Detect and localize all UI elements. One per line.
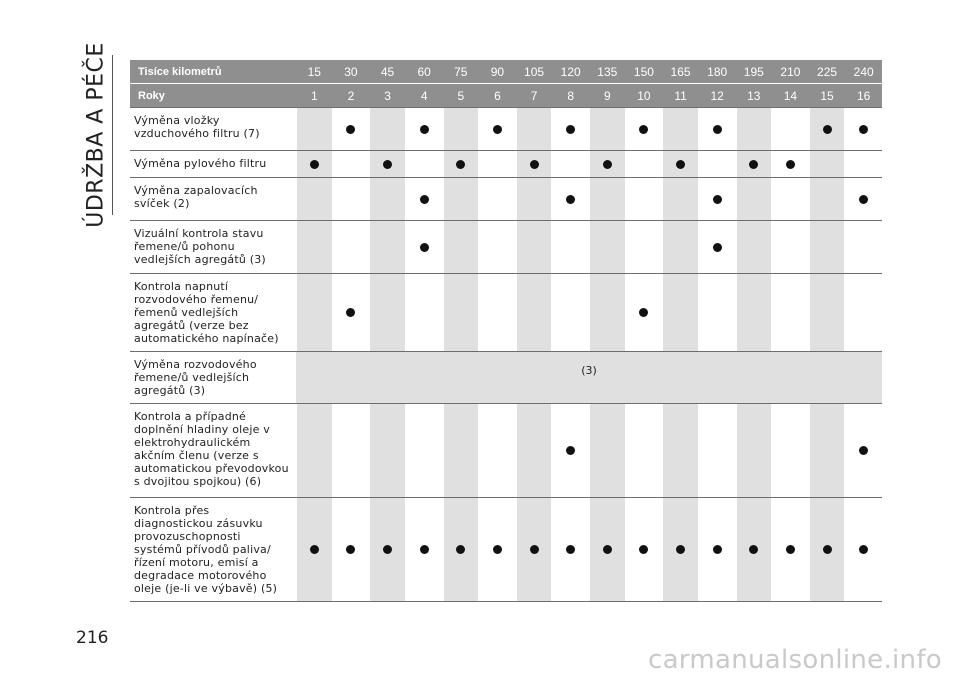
schedule-cell bbox=[444, 221, 479, 273]
schedule-cell bbox=[590, 498, 625, 601]
service-dot-icon bbox=[859, 125, 868, 134]
schedule-cell bbox=[700, 151, 735, 177]
schedule-cell bbox=[334, 274, 369, 351]
schedule-cell bbox=[737, 151, 772, 177]
row-label: Kontrola přes diagnostickou zásuvku provozuschopnosti systémů přívodů paliva/řízení motoru, emisí a degradace motorového oleje (je-li ve výbavě) (5) bbox=[134, 504, 278, 595]
schedule-cell bbox=[700, 498, 735, 601]
header-km-cell: 180 bbox=[707, 64, 728, 79]
service-dot-icon bbox=[786, 160, 795, 169]
service-dot-icon bbox=[786, 545, 795, 554]
service-dot-icon bbox=[493, 545, 502, 554]
schedule-cell bbox=[334, 178, 369, 220]
header-km-cell: 30 bbox=[344, 64, 358, 79]
schedule-cell bbox=[334, 108, 369, 150]
service-dot-icon bbox=[420, 195, 429, 204]
header-year-cell: 2 bbox=[347, 88, 355, 103]
header-km-label: Tisíce kilometrů bbox=[138, 65, 222, 78]
table-row bbox=[130, 220, 882, 273]
schedule-cell bbox=[553, 221, 588, 273]
schedule-cell bbox=[553, 178, 588, 220]
schedule-cell bbox=[663, 221, 698, 273]
schedule-cell bbox=[480, 108, 515, 150]
header-km-cell: 105 bbox=[524, 64, 545, 79]
header-year-cell: 7 bbox=[530, 88, 538, 103]
header-row-years bbox=[130, 84, 882, 107]
schedule-cell bbox=[773, 108, 808, 150]
schedule-cell bbox=[370, 274, 405, 351]
header-year-cell: 16 bbox=[857, 88, 871, 103]
schedule-cell bbox=[627, 221, 662, 273]
header-year-cell: 9 bbox=[603, 88, 611, 103]
service-dot-icon bbox=[420, 125, 429, 134]
schedule-cell bbox=[627, 404, 662, 497]
service-dot-icon bbox=[749, 160, 758, 169]
schedule-cell bbox=[480, 274, 515, 351]
schedule-cell bbox=[810, 498, 845, 601]
service-dot-icon bbox=[566, 195, 575, 204]
service-dot-icon bbox=[859, 195, 868, 204]
schedule-cell bbox=[773, 498, 808, 601]
schedule-cell bbox=[553, 274, 588, 351]
schedule-cell bbox=[773, 221, 808, 273]
schedule-cell bbox=[297, 151, 332, 177]
header-km-cell: 150 bbox=[633, 64, 654, 79]
schedule-cell bbox=[627, 151, 662, 177]
header-year-cell: 3 bbox=[384, 88, 391, 103]
header-km-cell: 165 bbox=[670, 64, 691, 79]
row-label: Výměna pylového filtru bbox=[134, 157, 267, 170]
service-dot-icon bbox=[420, 243, 429, 252]
schedule-cell bbox=[627, 274, 662, 351]
table-row bbox=[130, 403, 882, 497]
header-km-cell: 195 bbox=[743, 64, 764, 79]
schedule-cell bbox=[297, 498, 332, 601]
schedule-cell bbox=[517, 151, 552, 177]
header-km-cell: 240 bbox=[853, 64, 874, 79]
schedule-cell bbox=[407, 274, 442, 351]
schedule-cell bbox=[444, 151, 479, 177]
row-label: Výměna vložky vzduchového filtru (7) bbox=[134, 114, 260, 140]
service-dot-icon bbox=[566, 446, 575, 455]
service-dot-icon bbox=[639, 125, 648, 134]
schedule-cell bbox=[846, 151, 881, 177]
schedule-cell bbox=[773, 151, 808, 177]
schedule-cell bbox=[773, 178, 808, 220]
header-km-cell: 15 bbox=[307, 64, 321, 79]
schedule-cell bbox=[553, 151, 588, 177]
header-year-cell: 5 bbox=[457, 88, 465, 103]
row-label: Výměna rozvodového řemene/ů vedlejších agregátů (3) bbox=[134, 358, 257, 397]
service-dot-icon bbox=[639, 545, 648, 554]
service-dot-icon bbox=[676, 545, 685, 554]
header-km-cell: 120 bbox=[560, 64, 581, 79]
schedule-cell bbox=[773, 274, 808, 351]
schedule-cell bbox=[297, 178, 332, 220]
row-cells bbox=[296, 221, 882, 273]
schedule-cell bbox=[553, 498, 588, 601]
header-year-cell: 4 bbox=[420, 88, 428, 103]
schedule-cell bbox=[700, 404, 735, 497]
schedule-cell bbox=[517, 498, 552, 601]
service-dot-icon bbox=[456, 545, 465, 554]
row-cells bbox=[296, 108, 882, 150]
schedule-cell bbox=[334, 404, 369, 497]
watermark: carmanualsonline.info bbox=[647, 645, 942, 675]
schedule-cell bbox=[810, 274, 845, 351]
service-dot-icon bbox=[493, 125, 502, 134]
schedule-cell bbox=[297, 221, 332, 273]
header-km-cells bbox=[296, 65, 882, 79]
header-year-cell: 6 bbox=[494, 88, 501, 103]
schedule-cell bbox=[663, 404, 698, 497]
schedule-cell bbox=[480, 151, 515, 177]
row-label: Kontrola napnutí rozvodového řemenu/řemenů vedlejších agregátů (verze bez automatického napínače) bbox=[134, 280, 279, 345]
header-year-cell: 11 bbox=[674, 88, 687, 103]
header-year-cell: 8 bbox=[567, 88, 575, 103]
schedule-cell bbox=[444, 178, 479, 220]
schedule-cell bbox=[444, 108, 479, 150]
header-km-cell: 210 bbox=[780, 64, 801, 79]
schedule-cell bbox=[480, 404, 515, 497]
table-row bbox=[130, 150, 882, 177]
schedule-cell bbox=[370, 151, 405, 177]
schedule-cell bbox=[407, 108, 442, 150]
schedule-cell bbox=[334, 498, 369, 601]
service-dot-icon bbox=[566, 545, 575, 554]
schedule-cell bbox=[627, 178, 662, 220]
schedule-cell bbox=[846, 178, 881, 220]
schedule-cell bbox=[590, 151, 625, 177]
schedule-cell bbox=[517, 221, 552, 273]
row-label: Kontrola a případné doplnění hladiny oleje v elektrohydraulickém akčním členu (verze s automatickou převodovkou s dvojitou spojkou) (6) bbox=[134, 410, 289, 488]
service-dot-icon bbox=[346, 545, 355, 554]
schedule-cell bbox=[663, 274, 698, 351]
schedule-cell bbox=[810, 404, 845, 497]
schedule-cell bbox=[480, 178, 515, 220]
schedule-cell bbox=[370, 178, 405, 220]
schedule-cell bbox=[370, 221, 405, 273]
schedule-cell bbox=[810, 178, 845, 220]
schedule-cell bbox=[370, 108, 405, 150]
schedule-cell bbox=[700, 274, 735, 351]
header-row-km bbox=[130, 60, 882, 84]
header-year-cell: 1 bbox=[310, 88, 318, 103]
schedule-cell bbox=[590, 108, 625, 150]
service-dot-icon bbox=[823, 125, 832, 134]
schedule-cell bbox=[297, 404, 332, 497]
row-cells bbox=[296, 178, 882, 220]
header-km-cell: 45 bbox=[380, 64, 395, 79]
service-dot-icon bbox=[713, 195, 722, 204]
service-dot-icon bbox=[530, 545, 539, 554]
page-number: 216 bbox=[76, 628, 109, 648]
service-dot-icon bbox=[310, 545, 319, 554]
service-dot-icon bbox=[713, 545, 722, 554]
schedule-cell bbox=[700, 108, 735, 150]
schedule-cell bbox=[517, 404, 552, 497]
row-note: (3) bbox=[581, 364, 597, 377]
schedule-cell bbox=[590, 178, 625, 220]
row-label: Vizuální kontrola stavu řemene/ů pohonu vedlejších agregátů (3) bbox=[134, 227, 266, 266]
header-year-cell: 12 bbox=[710, 88, 724, 103]
service-dot-icon bbox=[383, 160, 392, 169]
service-dot-icon bbox=[859, 446, 868, 455]
schedule-cell bbox=[407, 151, 442, 177]
header-year-cell: 15 bbox=[820, 88, 834, 103]
schedule-cell bbox=[517, 274, 552, 351]
schedule-cell bbox=[810, 108, 845, 150]
service-dot-icon bbox=[383, 545, 392, 554]
schedule-cell bbox=[737, 404, 772, 497]
schedule-cell bbox=[480, 221, 515, 273]
schedule-cell bbox=[810, 221, 845, 273]
schedule-cell bbox=[444, 404, 479, 497]
schedule-cell bbox=[737, 108, 772, 150]
schedule-cell bbox=[846, 404, 881, 497]
schedule-cell bbox=[480, 498, 515, 601]
row-label: Výměna zapalovacích svíček (2) bbox=[134, 184, 258, 210]
schedule-cell bbox=[297, 108, 332, 150]
service-dot-icon bbox=[346, 308, 355, 317]
header-year-cells bbox=[296, 89, 882, 103]
schedule-cell bbox=[627, 498, 662, 601]
schedule-cell bbox=[334, 221, 369, 273]
header-km-cell: 225 bbox=[817, 64, 838, 79]
schedule-cell bbox=[407, 404, 442, 497]
header-km-cell: 90 bbox=[490, 64, 505, 79]
schedule-cell bbox=[444, 274, 479, 351]
service-dot-icon bbox=[823, 545, 832, 554]
schedule-cell bbox=[663, 151, 698, 177]
header-year-cell: 14 bbox=[783, 88, 798, 103]
schedule-cell bbox=[370, 404, 405, 497]
section-title-rule bbox=[112, 55, 113, 215]
schedule-cell bbox=[517, 178, 552, 220]
schedule-cell bbox=[700, 178, 735, 220]
table-row bbox=[130, 351, 882, 403]
schedule-cell bbox=[737, 274, 772, 351]
table-row bbox=[130, 177, 882, 220]
row-cells bbox=[296, 498, 882, 601]
service-dot-icon bbox=[603, 545, 612, 554]
schedule-cell bbox=[407, 221, 442, 273]
schedule-cell bbox=[297, 274, 332, 351]
table-row bbox=[130, 273, 882, 351]
service-dot-icon bbox=[639, 308, 648, 317]
row-cells bbox=[296, 274, 882, 351]
schedule-cell bbox=[663, 108, 698, 150]
service-dot-icon bbox=[713, 125, 722, 134]
row-cells bbox=[296, 151, 882, 177]
section-title-wrapper bbox=[76, 42, 116, 228]
header-km-cell: 75 bbox=[454, 64, 468, 79]
service-dot-icon bbox=[456, 160, 465, 169]
service-dot-icon bbox=[530, 160, 539, 169]
schedule-cell bbox=[627, 108, 662, 150]
schedule-cell bbox=[407, 498, 442, 601]
schedule-cell bbox=[737, 221, 772, 273]
section-title: ÚDRŽBA A PÉČE bbox=[83, 42, 109, 228]
header-km-cell: 60 bbox=[417, 64, 431, 79]
service-dot-icon bbox=[346, 125, 355, 134]
schedule-cell bbox=[334, 151, 369, 177]
maintenance-schedule-table bbox=[130, 60, 882, 602]
schedule-cell bbox=[663, 178, 698, 220]
row-cells bbox=[296, 404, 882, 497]
schedule-cell bbox=[370, 498, 405, 601]
header-year-cell: 10 bbox=[637, 88, 651, 103]
schedule-cell bbox=[773, 404, 808, 497]
schedule-cell bbox=[590, 274, 625, 351]
schedule-cell bbox=[700, 221, 735, 273]
service-dot-icon bbox=[603, 160, 612, 169]
schedule-cell bbox=[407, 178, 442, 220]
schedule-cell bbox=[590, 404, 625, 497]
service-dot-icon bbox=[566, 125, 575, 134]
service-dot-icon bbox=[749, 545, 758, 554]
schedule-cell bbox=[737, 498, 772, 601]
schedule-cell bbox=[590, 221, 625, 273]
schedule-cell bbox=[553, 108, 588, 150]
service-dot-icon bbox=[310, 160, 319, 169]
header-years-label: Roky bbox=[138, 89, 165, 102]
schedule-cell bbox=[553, 404, 588, 497]
header-km-cell: 135 bbox=[597, 64, 618, 79]
service-dot-icon bbox=[676, 160, 685, 169]
schedule-cell bbox=[663, 498, 698, 601]
table-row bbox=[130, 107, 882, 150]
schedule-cell bbox=[444, 498, 479, 601]
header-year-cell: 13 bbox=[747, 88, 761, 103]
schedule-cell bbox=[810, 151, 845, 177]
schedule-cell bbox=[846, 274, 881, 351]
service-dot-icon bbox=[713, 243, 722, 252]
schedule-cell bbox=[737, 178, 772, 220]
schedule-cell bbox=[517, 108, 552, 150]
schedule-cell bbox=[846, 498, 881, 601]
schedule-cell bbox=[846, 221, 881, 273]
schedule-cell bbox=[846, 108, 881, 150]
table-body bbox=[130, 107, 882, 602]
table-row bbox=[130, 497, 882, 602]
service-dot-icon bbox=[420, 545, 429, 554]
row-merged-cells bbox=[296, 352, 882, 403]
service-dot-icon bbox=[859, 545, 868, 554]
